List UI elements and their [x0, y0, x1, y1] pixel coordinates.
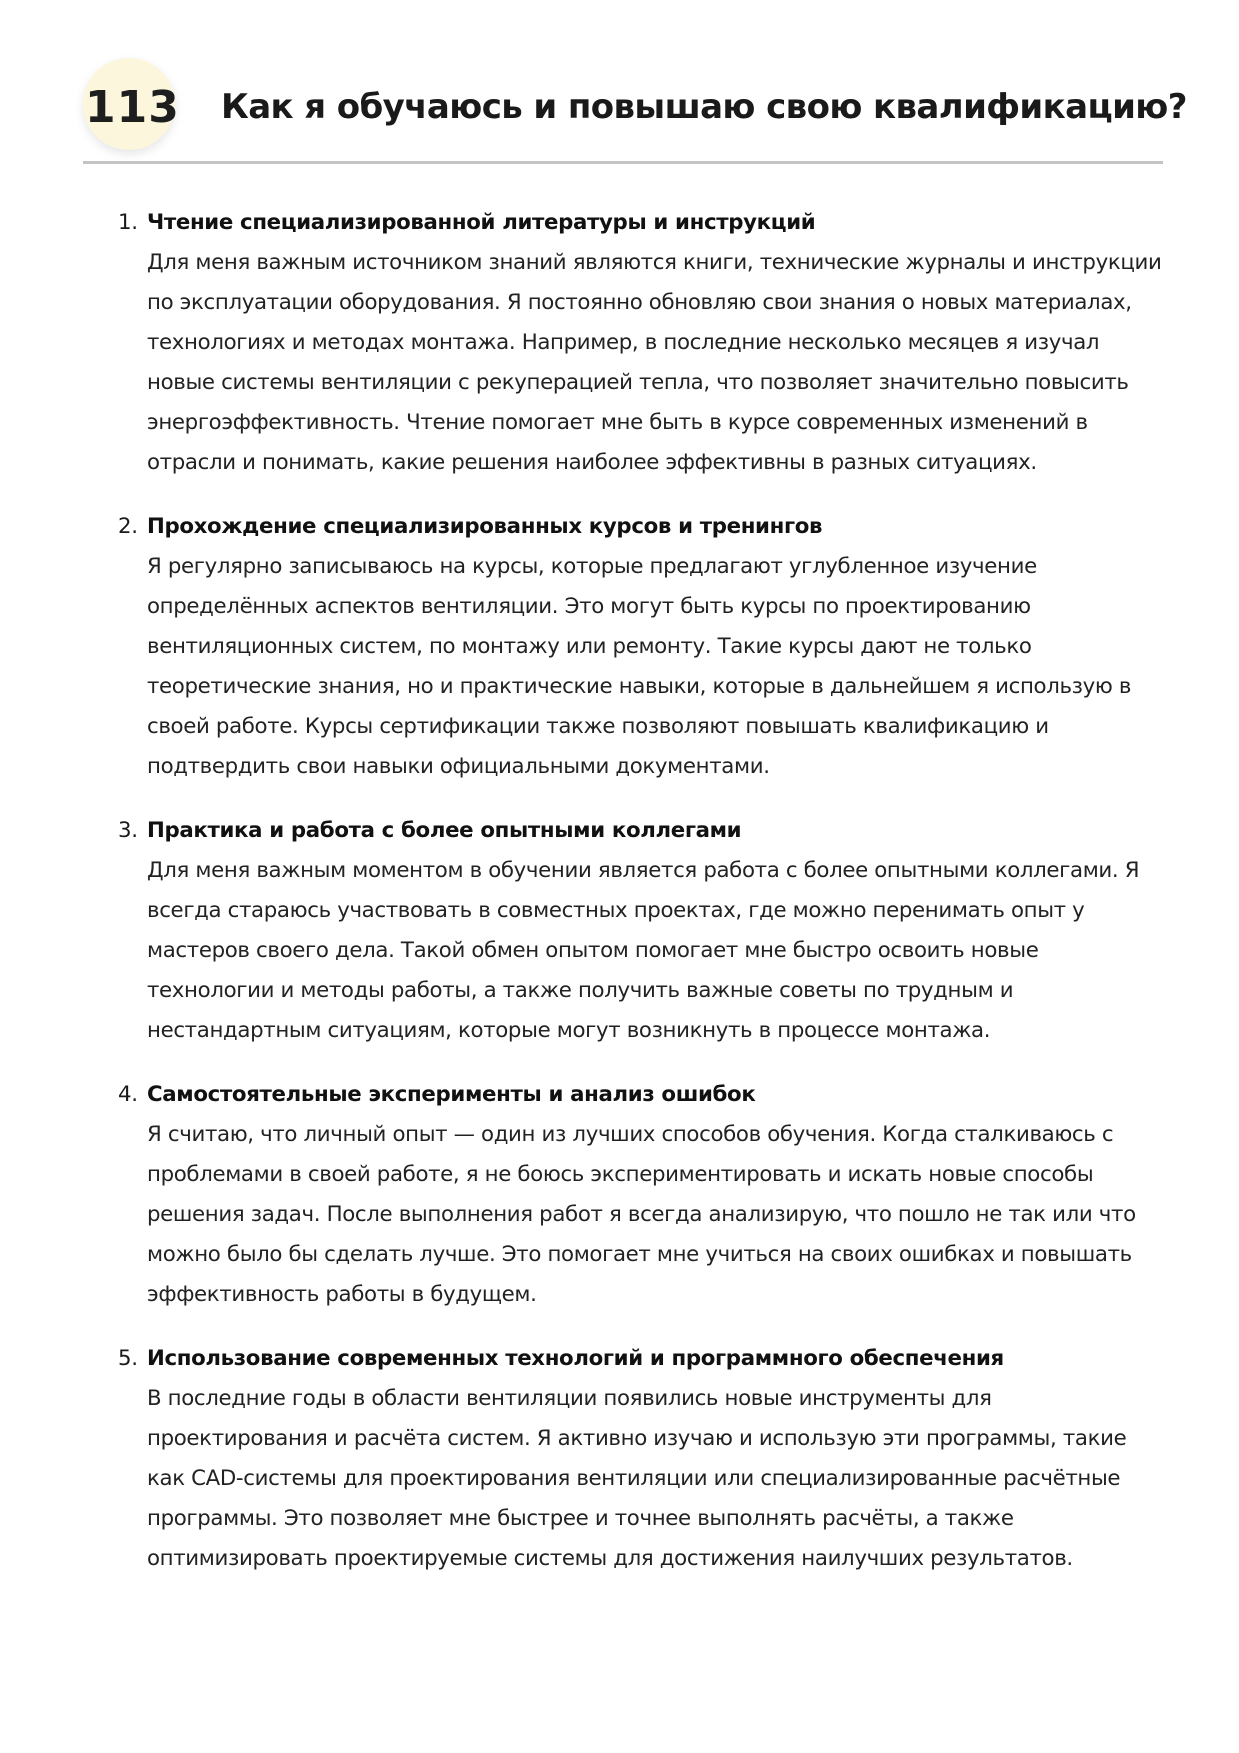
item-text: В последние годы в области вентиляции появились новые инструменты для проектирования и расчёта систем. Я активно изучаю и использую эти программы, такие как CAD-системы для проектирования вентиляции или специализированные расчётные программы. Это позволяет мне быстрее и точнее выполнять расчёты, а также оптимизировать проектируемые системы для достижения наилучших результатов. — [147, 1386, 1127, 1571]
page-number-badge — [83, 58, 180, 150]
list-item — [116, 811, 1166, 1051]
item-title: Чтение специализированной литературы и инструкций — [147, 210, 816, 235]
item-title: Использование современных технологий и программного обеспечения — [147, 1346, 1004, 1371]
page-number: 113 — [85, 82, 180, 133]
item-number: 3. — [118, 818, 138, 843]
item-text: Для меня важным источником знаний являются книги, технические журналы и инструкции по эксплуатации оборудования. Я постоянно обновляю свои знания о новых материалах, технологиях и методах монтажа. Например, в последние несколько месяцев я изучал новые системы вентиляции с рекуперацией тепла, что позволяет значительно повысить энергоэффективность. Чтение помогает мне быть в курсе современных изменений в отрасли и понимать, какие решения наиболее эффективны в разных ситуациях. — [147, 250, 1162, 475]
header-divider — [83, 161, 1163, 164]
item-text: Для меня важным моментом в обучении является работа с более опытными коллегами. Я всегда стараюсь участвовать в совместных проектах, где можно перенимать опыт у мастеров своего дела. Такой обмен опытом помогает мне быстро освоить новые технологии и методы работы, а также получить важные советы по трудным и нестандартным ситуациям, которые могут возникнуть в процессе монтажа. — [147, 858, 1140, 1043]
item-number: 1. — [118, 210, 138, 235]
item-number: 5. — [118, 1346, 138, 1371]
item-number: 4. — [118, 1082, 138, 1107]
numbered-list — [116, 203, 1166, 1603]
item-title: Самостоятельные эксперименты и анализ ошибок — [147, 1082, 756, 1107]
item-number: 2. — [118, 514, 138, 539]
item-text: Я считаю, что личный опыт — один из лучших способов обучения. Когда сталкиваюсь с проблемами в своей работе, я не боюсь экспериментировать и искать новые способы решения задач. После выполнения работ я всегда анализирую, что пошло не так или что можно было бы сделать лучше. Это помогает мне учиться на своих ошибках и повышать эффективность работы в будущем. — [147, 1122, 1136, 1307]
item-text: Я регулярно записываюсь на курсы, которые предлагают углубленное изучение определённых аспектов вентиляции. Это могут быть курсы по проектированию вентиляционных систем, по монтажу или ремонту. Такие курсы дают не только теоретические знания, но и практические навыки, которые в дальнейшем я использую в своей работе. Курсы сертификации также позволяют повышать квалификацию и подтвердить свои навыки официальными документами. — [147, 554, 1132, 779]
list-item — [116, 1339, 1166, 1579]
page-title: Как я обучаюсь и повышаю свою квалификацию? — [221, 87, 1187, 127]
list-item — [116, 1075, 1166, 1315]
page-header — [83, 54, 1187, 162]
list-item — [116, 507, 1166, 787]
item-title: Прохождение специализированных курсов и тренингов — [147, 514, 823, 539]
item-title: Практика и работа с более опытными коллегами — [147, 818, 742, 843]
list-item — [116, 203, 1166, 483]
